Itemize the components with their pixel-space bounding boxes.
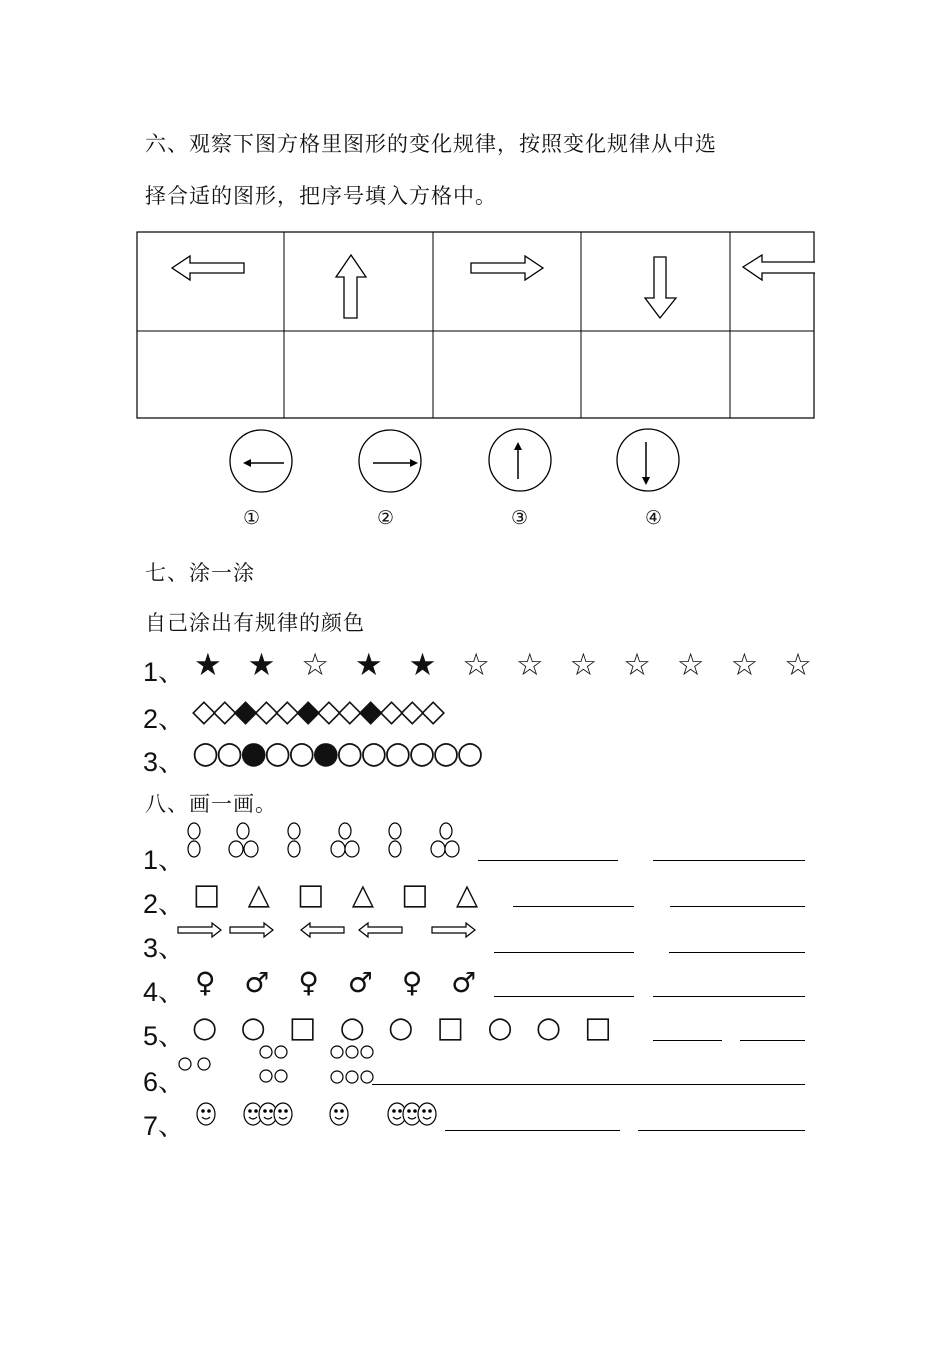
answer-blank[interactable] bbox=[653, 1040, 722, 1041]
answer-blank[interactable] bbox=[513, 906, 634, 907]
answer-blank[interactable] bbox=[372, 1084, 805, 1085]
small-circle-groups bbox=[179, 1046, 373, 1083]
row-number: 7、 bbox=[143, 1111, 186, 1141]
answer-blank[interactable] bbox=[653, 996, 805, 997]
answer-blank[interactable] bbox=[638, 1130, 805, 1131]
section7-subtitle: 自己涂出有规律的颜色 bbox=[145, 611, 365, 635]
option-label: ① bbox=[243, 507, 261, 529]
row-number: 5、 bbox=[143, 1021, 186, 1051]
section7-title: 七、涂一涂 bbox=[145, 561, 255, 585]
answer-blank[interactable] bbox=[669, 952, 805, 953]
diamond-pattern-row: ◇◇◆◇◇◆◇◇◆◇◇◇ bbox=[192, 693, 443, 729]
answer-blank[interactable] bbox=[740, 1040, 805, 1041]
smiley-icon bbox=[197, 1103, 215, 1125]
option-label: ③ bbox=[511, 507, 529, 529]
answer-blank[interactable] bbox=[494, 996, 634, 997]
row-number: 1、 bbox=[143, 657, 186, 687]
circle-square-pattern-row: ○ ○ □ ○ ○ □ ○ ○ □ bbox=[192, 1010, 614, 1044]
hollow-arrow-row bbox=[178, 923, 475, 937]
row-number: 3、 bbox=[143, 933, 186, 963]
row-number: 6、 bbox=[143, 1067, 186, 1097]
smiley-icon bbox=[330, 1103, 348, 1125]
smiley-face-row bbox=[197, 1103, 436, 1125]
answer-blank[interactable] bbox=[653, 860, 805, 861]
answer-blank[interactable] bbox=[494, 952, 634, 953]
answer-blank[interactable] bbox=[478, 860, 618, 861]
section6-title-line1: 六、观察下图方格里图形的变化规律，按照变化规律从中选 bbox=[145, 132, 717, 156]
row-number: 2、 bbox=[143, 704, 186, 734]
answer-blank[interactable] bbox=[445, 1130, 620, 1131]
section6-title-line2: 择合适的图形，把序号填入方格中。 bbox=[145, 184, 497, 208]
answer-blank[interactable] bbox=[670, 906, 805, 907]
row-number: 4、 bbox=[143, 977, 186, 1007]
row-number: 3、 bbox=[143, 747, 186, 777]
star-pattern-row: ★ ★ ☆ ★ ★ ☆ ☆ ☆ ☆ ☆ ☆ ☆ bbox=[194, 647, 816, 683]
circle-pattern-row: ○○●○○●○○○○○○ bbox=[192, 735, 481, 771]
section8-title: 八、画一画。 bbox=[145, 792, 277, 816]
row-number: 2、 bbox=[143, 889, 186, 919]
gender-symbol-pattern-row: ♀ ♂ ♀ ♂ ♀ ♂ bbox=[195, 966, 479, 999]
smiley-icon bbox=[274, 1103, 292, 1125]
smiley-icon bbox=[418, 1103, 436, 1125]
option-label: ④ bbox=[645, 507, 663, 529]
option-label: ② bbox=[377, 507, 395, 529]
row-number: 1、 bbox=[143, 845, 186, 875]
square-triangle-pattern-row: □ △ □ △ □ △ bbox=[193, 877, 481, 911]
